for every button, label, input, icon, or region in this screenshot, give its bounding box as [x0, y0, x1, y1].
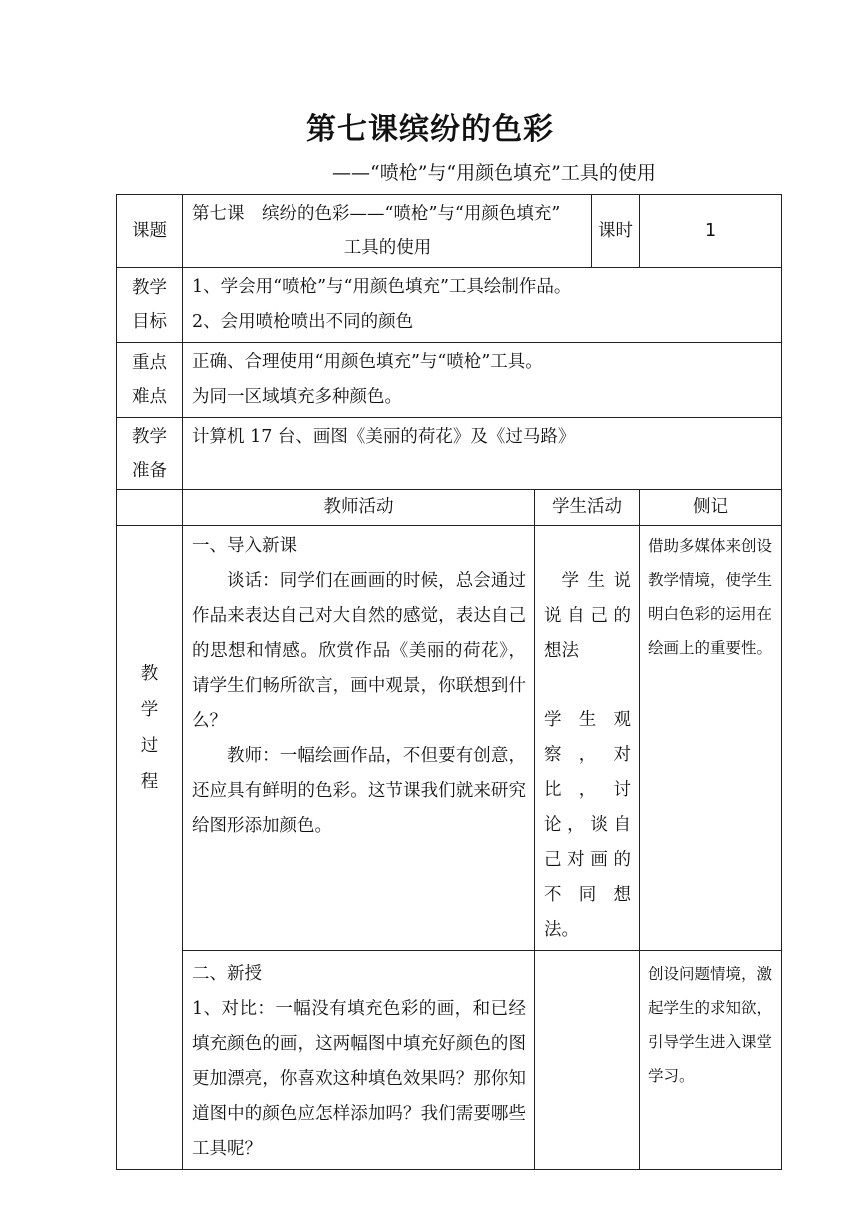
- header-empty-cell: [117, 490, 183, 526]
- teacher-activity-2: [183, 951, 535, 1170]
- hours-value: 1: [640, 195, 782, 268]
- process-label-char-4: 程: [140, 771, 159, 792]
- notes-2: 创设问题情境，激起学生的求知欲，引导学生进入课堂学习。: [640, 951, 782, 1170]
- student1-text: 学生说说自己的想法: [544, 571, 632, 661]
- topic-value-line2: 工具的使用: [343, 238, 432, 258]
- student-activity-2: [535, 951, 640, 1170]
- header-teacher: 教师活动: [183, 490, 535, 526]
- prep-label-line1: 教学: [132, 426, 167, 447]
- student-gap: [544, 669, 631, 703]
- section1-para2: 教师：一幅绘画作品，不但要有创意，还应具有鲜明的色彩。这节课我们就来研究给图形添加颜色。: [192, 746, 526, 836]
- topic-label: 课题: [117, 195, 183, 268]
- prep-label: [117, 418, 183, 490]
- keypoints-value: [183, 343, 782, 418]
- topic-row: [117, 195, 782, 268]
- keypoints-line2: 为同一区域填充多种颜色。: [192, 387, 402, 407]
- keypoints-label: [117, 343, 183, 418]
- prep-row: [117, 418, 782, 490]
- prep-value: 计算机 17 台、画图《美丽的荷花》及《过马路》: [183, 418, 782, 490]
- header-notes: 侧记: [640, 490, 782, 526]
- process-label-char-1: 教: [140, 663, 159, 684]
- keypoints-label-line1: 重点: [132, 353, 167, 373]
- topic-value-line1: 第七课 缤纷的色彩——“喷枪”与“用颜色填充”: [192, 204, 561, 224]
- process-label-char-2: 学: [140, 699, 159, 720]
- prep-label-line2: 准备: [132, 460, 167, 481]
- section1-para1: 谈话：同学们在画画的时候，总会通过作品来表达自己对大自然的感觉，表达自己的思想和情感。欣赏作品《美丽的荷花》，请学生们畅所欲言，画中观景，你联想到什么？: [192, 571, 526, 731]
- goals-row: [117, 268, 782, 343]
- teacher-activity-1: [183, 526, 535, 951]
- student-activity-1: [535, 526, 640, 951]
- keypoints-line1: 正确、合理使用“用颜色填充”与“喷枪”工具。: [192, 352, 543, 372]
- section2-heading: 二、新授: [192, 964, 262, 984]
- hours-label: 课时: [592, 195, 640, 268]
- topic-value: [183, 195, 592, 268]
- goals-label-line1: 教学: [132, 278, 167, 298]
- goals-value: [183, 268, 782, 343]
- section1-heading: 一、导入新课: [192, 536, 297, 556]
- goals-label: [117, 268, 183, 343]
- process-label-char-3: 过: [140, 735, 159, 756]
- goals-line2: 2、会用喷枪喷出不同的颜色: [192, 312, 414, 332]
- process-row-2: [117, 951, 782, 1170]
- goals-label-line2: 目标: [132, 312, 167, 332]
- keypoints-row: [117, 343, 782, 418]
- page-subtitle: ——“喷枪”与“用颜色填充”工具的使用: [332, 162, 656, 184]
- header-student: 学生活动: [535, 490, 640, 526]
- activity-header-row: [117, 490, 782, 526]
- notes-1: 借助多媒体来创设教学情境，使学生明白色彩的运用在绘画上的重要性。: [640, 526, 782, 951]
- lesson-plan-table: [116, 194, 782, 1170]
- section2-para1: 1、对比：一幅没有填充色彩的画，和已经填充颜色的画，这两幅图中填充好颜色的图更加漂亮，你喜欢这种填色效果吗？那你知道图中的颜色应怎样添加吗？我们需要哪些工具呢？: [192, 999, 526, 1159]
- process-row-1: [117, 526, 782, 951]
- process-label: [117, 526, 183, 1170]
- student2-text: 学生观察，对比，讨论，谈自己对画的不同想法。: [544, 710, 632, 940]
- page-title: 第七课缤纷的色彩: [306, 112, 554, 147]
- keypoints-label-line2: 难点: [132, 387, 167, 407]
- goals-line1: 1、学会用“喷枪”与“用颜色填充”工具绘制作品。: [192, 277, 572, 297]
